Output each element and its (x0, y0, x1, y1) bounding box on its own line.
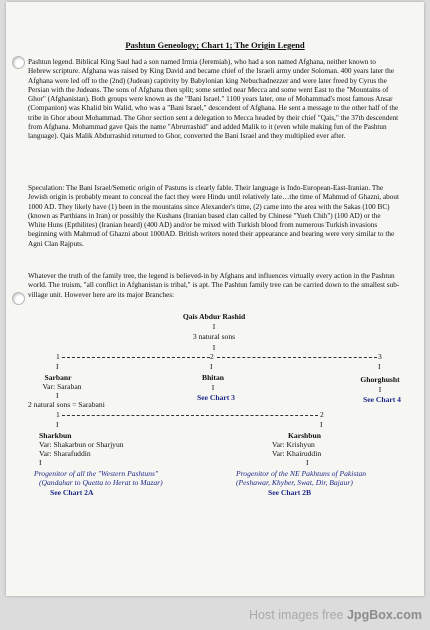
image-host-watermark[interactable]: Host images free JpgBox.com (249, 608, 422, 622)
see-chart-3: See Chart 3 (197, 393, 235, 402)
tree-tick: I (378, 362, 381, 371)
tree-tick: I (306, 458, 309, 467)
tree-tick: I (378, 385, 382, 394)
paragraph-branches: Whatever the truth of the family tree, the legend is believed-in by Afghans and influences virtually every action in the Pashtun world. The truism, "all conflict in Afghanistan is tribal," is apt. The Pashtun family tree can be carried down to the smallest sub-village unit. However here are its major Branches: (28, 272, 400, 299)
paragraph-legend: Pashtun legend. Biblical King Saul had a son named Irmia (Jeremiah), who had a son named Afghana, neither known to Hebrew scripture. Afghana was raised by King David and became chief of the Israeli army under Soloman. 400 years later the Afghana were led off to the (2nd) (Judean) captivity by Babylonian king Nebuchadnezzer and were later freed by Cyrus the Persian with the Judeans. The sons of Afghana then split; some settled near Mecca and some went East to the "Mountains of Ghor" (Afghanistan). Both groups were known as the "Bani Israel." 1100 years later, one of Mohammad's most famous Ansar (Companion) was Khalid bin Walid, who was a "Bani Israel," descendent of Afghana. He sent a message to the other half of the tribe in Ghor about Mohammad. The Ghor section sent a delegation to Mecca headed by their chief "Qais," the 37th descendent from Afghana. Mohammad gave Qais the name "Abrurrashid" and added Malik to it (even while making fun of the Pashtun language). Qais Malik Abdurrashid returned to Ghor, converted the Bani Israel and they multiplied ever after. (28, 58, 399, 141)
node-karshbun: Karshbun (288, 431, 321, 440)
tree-root: Qais Abdur Rashid (182, 312, 246, 321)
see-chart-2a: See Chart 2A (50, 488, 94, 497)
progenitor-ne: Progenitor of the NE Pakhtuns of Pakistan (236, 469, 367, 478)
progenitor-western: Progenitor of all the "Western Pashtuns" (34, 469, 159, 478)
tree-sons-label: 3 natural sons (192, 332, 236, 341)
variant-shakarbun: Var: Shakarbun or Sharjyun (39, 440, 124, 449)
tree-tick: I (56, 420, 59, 429)
document-title: Pashtun Geneology; Chart 1; The Origin Legend (125, 40, 305, 50)
tree-tick: I (212, 322, 216, 331)
tree-tick: I (212, 343, 216, 352)
node-sarbanr: Sarbanr (44, 373, 72, 382)
branch-number: 1 (56, 410, 60, 419)
tree-tick: I (210, 362, 213, 371)
tree-connector (62, 415, 318, 416)
ne-region: (Peshawar, Khyber, Swat, Dir, Bajaur) (236, 478, 353, 487)
tree-tick: I (39, 458, 42, 467)
tree-tick: I (56, 362, 59, 371)
see-chart-2b: See Chart 2B (268, 488, 312, 497)
see-chart-4: See Chart 4 (363, 395, 401, 404)
paragraph-speculation: Speculation: The Bani Israel/Semetic origin of Pastuns is clearly fable. Their language is Indo-European-East-Iranian. The Jewish origin is probably meant to conceal the fact they were Hindu until relatively late…the time of Mahmud of Ghazni, about 1000 AD. They likely have (1) been in the mountains since Alexander's time, (2) came into the area with the Sakas (100 BC) (known as Parthians in Iran) or possibly the Kushans (Iranian based clan called by Chinese "Yueh Chih") (100 AD) or the White Huns (Epthilites) (Iranian heard) (400 AD) and/or be mixed with Turkish blood from numerous Turkish invasions beginning with Mahmud of Ghazni about 1000AD. British writers noted their appearance and bearing were very similar to the Agni Clan Rajputs. (28, 184, 400, 248)
branch-number: 2 (320, 410, 324, 419)
node-bhitan: Bhitan (202, 373, 224, 382)
document-page (6, 2, 424, 596)
sarabani-note: 2 natural sons = Sarabani (28, 400, 105, 409)
branch-number: 3 (378, 352, 382, 361)
branch-number: 1 (56, 352, 60, 361)
variant-khairuddin: Var: Khairuddin (272, 449, 322, 458)
tree-tick: I (211, 383, 215, 392)
tree-connector (217, 357, 377, 358)
punch-hole (12, 56, 25, 69)
tree-connector (62, 357, 210, 358)
punch-hole (12, 292, 25, 305)
variant-saraban: Var: Saraban (42, 382, 82, 391)
node-ghorghusht: Ghorghusht (360, 375, 400, 384)
western-region: (Qandahar to Quetta to Herat to Mazar) (39, 478, 163, 487)
variant-krishyun: Var: Krishyun (272, 440, 315, 449)
node-sharkbun: Sharkbun (39, 431, 72, 440)
tree-tick: I (56, 391, 59, 400)
branch-number: 2 (210, 352, 214, 361)
variant-sharafuddin: Var: Sharafuddin (39, 449, 91, 458)
tree-tick: I (320, 420, 323, 429)
